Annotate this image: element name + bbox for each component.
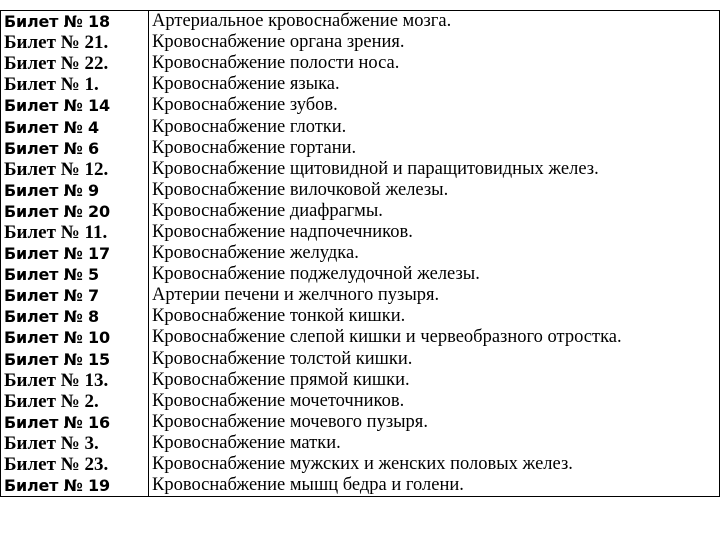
ticket-topic: Кровоснабжение органа зрения.: [149, 32, 720, 53]
ticket-topic: Кровоснабжение вилочковой железы.: [149, 180, 720, 201]
ticket-number: Билет № 2.: [1, 391, 149, 412]
table-row: [1, 11, 720, 33]
ticket-topic: Кровоснабжение прямой кишки.: [149, 370, 720, 391]
ticket-number: Билет № 18: [1, 11, 149, 33]
ticket-topic: Кровоснабжение полости носа.: [149, 53, 720, 74]
ticket-number: Билет № 8: [1, 306, 149, 327]
table-row: [1, 433, 720, 454]
ticket-topic: Артерии печени и желчного пузыря.: [149, 285, 720, 306]
table-row: [1, 159, 720, 180]
ticket-number: Билет № 22.: [1, 53, 149, 74]
table-row: [1, 32, 720, 53]
ticket-number: Билет № 9: [1, 180, 149, 201]
ticket-number: Билет № 21.: [1, 32, 149, 53]
table-row: [1, 95, 720, 116]
table-row: [1, 264, 720, 285]
ticket-number: Билет № 23.: [1, 454, 149, 475]
ticket-topic: Кровоснабжение матки.: [149, 433, 720, 454]
table-row: [1, 243, 720, 264]
ticket-topic: Кровоснабжение щитовидной и паращитовидных желез.: [149, 159, 720, 180]
table-row: [1, 201, 720, 222]
ticket-number: Билет № 3.: [1, 433, 149, 454]
ticket-number: Билет № 6: [1, 138, 149, 159]
ticket-topic: Кровоснабжение тонкой кишки.: [149, 306, 720, 327]
ticket-number: Билет № 11.: [1, 222, 149, 243]
ticket-topic: Артериальное кровоснабжение мозга.: [149, 11, 720, 33]
table-row: [1, 285, 720, 306]
ticket-topic: Кровоснабжение слепой кишки и червеобразного отростка.: [149, 327, 720, 348]
ticket-topic: Кровоснабжение языка.: [149, 74, 720, 95]
table-row: [1, 327, 720, 348]
table-row: [1, 116, 720, 137]
ticket-number: Билет № 20: [1, 201, 149, 222]
table-row: [1, 74, 720, 95]
table-row: [1, 222, 720, 243]
table-row: [1, 306, 720, 327]
table-row: [1, 475, 720, 497]
ticket-topic: Кровоснабжение мужских и женских половых желез.: [149, 454, 720, 475]
ticket-number: Билет № 14: [1, 95, 149, 116]
ticket-number: Билет № 12.: [1, 159, 149, 180]
ticket-number: Билет № 16: [1, 412, 149, 433]
table-row: [1, 454, 720, 475]
ticket-number: Билет № 10: [1, 327, 149, 348]
ticket-number: Билет № 7: [1, 285, 149, 306]
ticket-topics-table: [0, 10, 720, 497]
ticket-number: Билет № 5: [1, 264, 149, 285]
ticket-number: Билет № 15: [1, 349, 149, 370]
table-row: [1, 180, 720, 201]
table-row: [1, 370, 720, 391]
ticket-topic: Кровоснабжение глотки.: [149, 116, 720, 137]
table-row: [1, 412, 720, 433]
ticket-number: Билет № 4: [1, 116, 149, 137]
ticket-topic: Кровоснабжение зубов.: [149, 95, 720, 116]
ticket-list-document: [0, 10, 720, 497]
ticket-number: Билет № 19: [1, 475, 149, 497]
ticket-topic: Кровоснабжение мышц бедра и голени.: [149, 475, 720, 497]
ticket-number: Билет № 1.: [1, 74, 149, 95]
table-row: [1, 349, 720, 370]
table-row: [1, 391, 720, 412]
table-row: [1, 138, 720, 159]
ticket-number: Билет № 17: [1, 243, 149, 264]
ticket-topic: Кровоснабжение мочеточников.: [149, 391, 720, 412]
ticket-topic: Кровоснабжение толстой кишки.: [149, 349, 720, 370]
ticket-topic: Кровоснабжение желудка.: [149, 243, 720, 264]
ticket-topic: Кровоснабжение поджелудочной железы.: [149, 264, 720, 285]
ticket-number: Билет № 13.: [1, 370, 149, 391]
ticket-topic: Кровоснабжение диафрагмы.: [149, 201, 720, 222]
table-row: [1, 53, 720, 74]
ticket-topic: Кровоснабжение надпочечников.: [149, 222, 720, 243]
ticket-topic: Кровоснабжение мочевого пузыря.: [149, 412, 720, 433]
ticket-topic: Кровоснабжение гортани.: [149, 138, 720, 159]
